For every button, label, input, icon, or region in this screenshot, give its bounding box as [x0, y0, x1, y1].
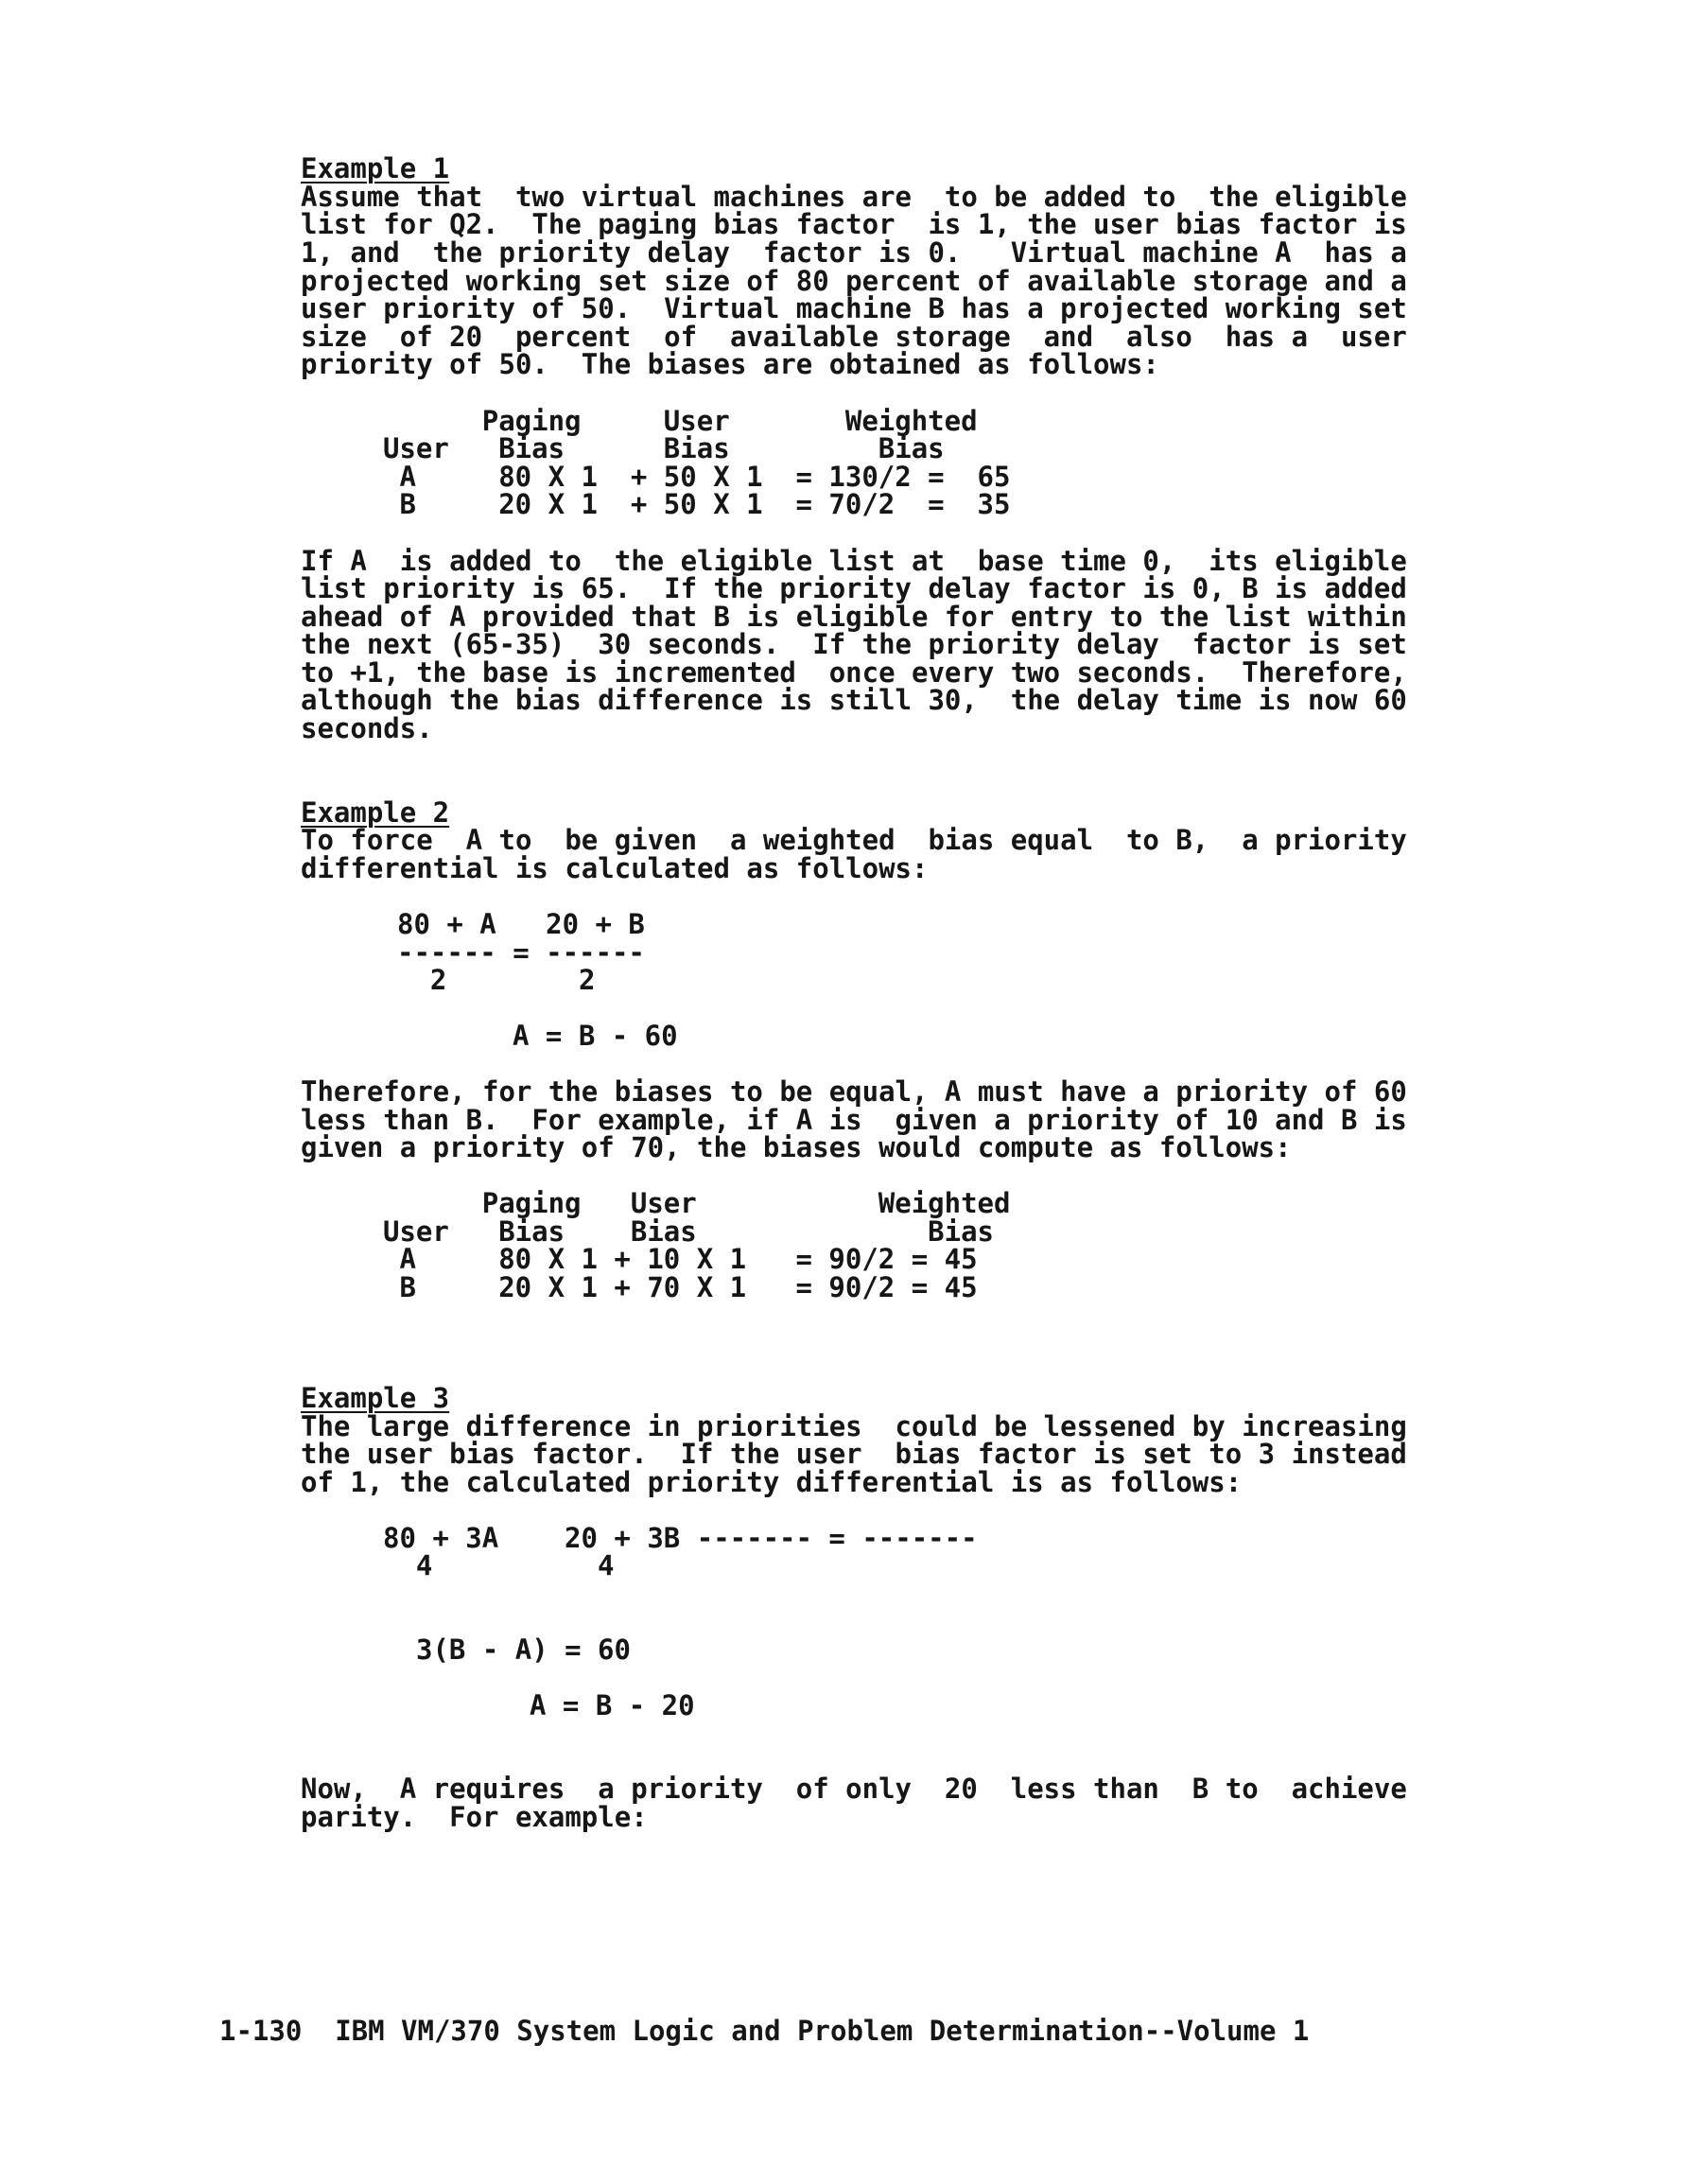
example-2-paragraph-line: To force A to be given a weighted bias equal to B, a priority	[301, 824, 1407, 856]
example-2-explanation-line: less than B. For example, if A is given a priority of 10 and B is	[301, 1104, 1407, 1136]
example-1-paragraph-line: 1, and the priority delay factor is 0. Virtual machine A has a	[301, 236, 1407, 269]
example-1-explanation-line: seconds.	[301, 712, 433, 744]
example-1-explanation-line: the next (65-35) 30 seconds. If the priority delay factor is set	[301, 628, 1407, 660]
example-1-paragraph-line: Assume that two virtual machines are to be added to the eligible	[301, 181, 1407, 213]
bias-table-2-header-1: Paging User Weighted	[383, 1187, 1011, 1219]
formula-1-fraction-bars: ------ = ------	[397, 936, 645, 969]
example-3-paragraph-line: The large difference in priorities could be lessened by increasing	[301, 1410, 1407, 1442]
bias-table-2-row-a: A 80 X 1 + 10 X 1 = 90/2 = 45	[383, 1243, 978, 1275]
bias-table-1-header-1: Paging User Weighted	[383, 405, 978, 437]
example-3-paragraph-line: of 1, the calculated priority differential is as follows:	[301, 1466, 1243, 1498]
example-1-paragraph-line: size of 20 percent of available storage and also has a user	[301, 321, 1407, 353]
formula-1-numerators: 80 + A 20 + B	[397, 908, 645, 940]
bias-table-2-row-b: B 20 X 1 + 70 X 1 = 90/2 = 45	[383, 1271, 978, 1303]
example-1-paragraph-line: user priority of 50. Virtual machine B has a projected working set	[301, 292, 1407, 324]
bias-table-2-header-2: User Bias Bias Bias	[383, 1215, 995, 1248]
example-1-paragraph-line: priority of 50. The biases are obtained as follows:	[301, 348, 1159, 380]
bias-table-1-header-2: User Bias Bias Bias	[383, 432, 945, 464]
example-1-paragraph-line: list for Q2. The paging bias factor is 1, the user bias factor is	[301, 208, 1407, 240]
example-1-explanation-line: to +1, the base is incremented once every two seconds. Therefore,	[301, 656, 1407, 689]
formula-1-denominators: 2 2	[397, 964, 596, 996]
example-3-conclusion-line: Now, A requires a priority of only 20 less than B to achieve	[301, 1773, 1407, 1805]
example-1-explanation-line: although the bias difference is still 30, the delay time is now 60	[301, 684, 1407, 716]
example-3-paragraph-line: the user bias factor. If the user bias factor is set to 3 instead	[301, 1438, 1407, 1470]
example-1-explanation-line: list priority is 65. If the priority delay factor is 0, B is added	[301, 572, 1407, 604]
formula-1-result: A = B - 60	[513, 1020, 678, 1052]
example-1-explanation-line: ahead of A provided that B is eligible for entry to the list within	[301, 601, 1407, 633]
example-2-paragraph-line: differential is calculated as follows:	[301, 852, 929, 884]
example-2-explanation-line: given a priority of 70, the biases would compute as follows:	[301, 1131, 1292, 1163]
example-2-heading: Example 2	[301, 796, 450, 829]
example-2-explanation-line: Therefore, for the biases to be equal, A must have a priority of 60	[301, 1075, 1407, 1108]
page-footer: 1-130 IBM VM/370 System Logic and Problem Determination--Volume 1	[219, 2015, 1310, 2047]
example-3-conclusion-line: parity. For example:	[301, 1801, 648, 1833]
formula-2-denominators: 4 4	[383, 1549, 615, 1581]
formula-2-intermediate: 3(B - A) = 60	[416, 1634, 631, 1666]
example-1-paragraph-line: projected working set size of 80 percent of available storage and a	[301, 265, 1407, 297]
example-3-heading: Example 3	[301, 1382, 450, 1414]
bias-table-1-row-a: A 80 X 1 + 50 X 1 = 130/2 = 65	[383, 461, 1011, 493]
bias-table-1-row-b: B 20 X 1 + 50 X 1 = 70/2 = 35	[383, 488, 1011, 520]
formula-2-numerators: 80 + 3A 20 + 3B ------- = -------	[383, 1522, 978, 1554]
example-1-explanation-line: If A is added to the eligible list at base time 0, its eligible	[301, 545, 1407, 577]
example-1-heading: Example 1	[301, 152, 450, 184]
formula-2-result: A = B - 20	[530, 1689, 695, 1721]
